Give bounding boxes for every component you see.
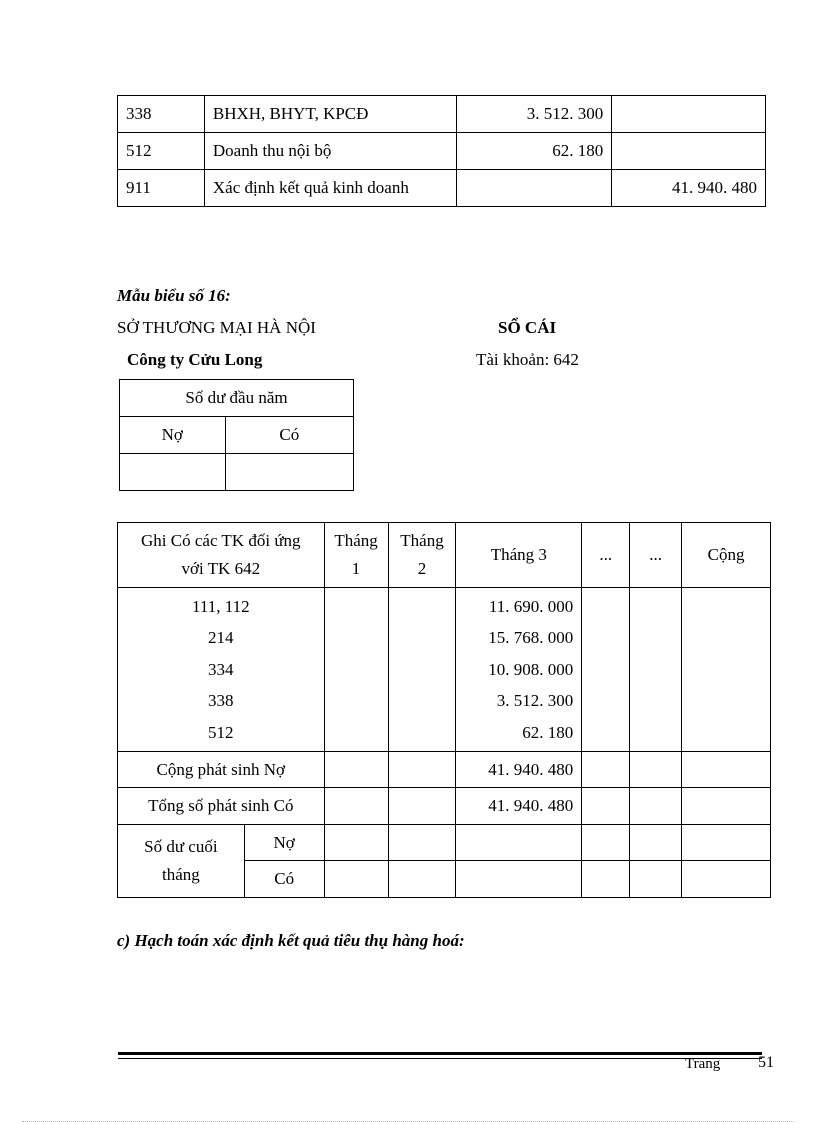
ellipsis-cell-1 [582,825,630,861]
footer-rule-thin [118,1058,762,1059]
page-edge-divider [22,1121,794,1122]
ellipsis-cell-2 [630,825,682,861]
account-summary-table [117,95,766,207]
opening-credit-label: Có [225,417,353,454]
opening-balance-title: Số dư đầu năm [120,380,354,417]
total-cell [682,588,771,752]
footer-rule-thick [118,1052,762,1055]
total-cell [682,861,771,898]
opening-debit-label: Nợ [120,417,226,454]
total-cell [682,825,771,861]
list-item: 62. 180 [522,722,574,742]
closing-balance-label [118,825,245,898]
list-item: 338 [208,691,234,711]
debit-amount: 3. 512. 300 [457,96,612,133]
closing-label-line2: tháng [161,865,200,884]
month1-header [324,523,388,588]
account-code: 338 [118,96,205,133]
closing-credit-label: Có [244,861,324,898]
contra-account-list [118,588,325,752]
closing-label-line1: Số dư cuối [144,837,218,856]
ellipsis-cell-2 [630,788,682,825]
list-item: 214 [208,628,234,648]
table-row [118,788,771,825]
ellipsis-cell-1 [582,861,630,898]
month1-cell [324,861,388,898]
account-description: BHXH, BHYT, KPCĐ [204,96,457,133]
total-debit-month3: 41. 940. 480 [456,752,582,788]
credit-amount [612,133,766,170]
month3-cell [456,861,582,898]
month2-header-line1: Tháng [400,531,444,550]
list-item: 3. 512. 300 [496,691,574,711]
list-item: 512 [208,722,234,742]
opening-credit-value [225,454,353,491]
month3-amount-list [456,588,582,752]
account-description: Xác định kết quả kinh doanh [204,170,457,207]
credit-amount: 41. 940. 480 [612,170,766,207]
total-debit-label: Cộng phát sinh Nợ [118,752,325,788]
account-code: 512 [118,133,205,170]
department-name: SỞ THƯƠNG MẠI HÀ NỘI [117,318,316,337]
month1-cell [324,825,388,861]
list-item: 11. 690. 000 [488,596,574,616]
ellipsis-header-2: ... [630,523,682,588]
debit-amount: 62. 180 [457,133,612,170]
month2-cell [388,861,456,898]
table-row [118,96,766,133]
total-cell [682,752,771,788]
footer-page-label: Trang [685,1056,721,1072]
ellipsis-cell-1 [582,788,630,825]
month2-cell [388,788,456,825]
account-description: Doanh thu nội bộ [204,133,457,170]
ellipsis-header-1: ... [582,523,630,588]
contra-header-line2: với TK 642 [181,559,261,578]
list-item: 334 [208,659,234,679]
list-item: 15. 768. 000 [488,628,574,648]
credit-amount [612,96,766,133]
table-row [118,170,766,207]
section-heading: c) Hạch toán xác định kết quả tiêu thụ hàng hoá: [117,931,465,950]
list-item: 111, 112 [191,596,250,616]
opening-balance-table [119,379,354,491]
general-ledger-table [117,522,771,898]
ellipsis-cell-2 [630,588,682,752]
month3-cell [456,825,582,861]
month2-cell [388,588,456,752]
month3-header: Tháng 3 [456,523,582,588]
ellipsis-cell-2 [630,861,682,898]
ellipsis-cell-1 [582,752,630,788]
table-row [118,752,771,788]
closing-debit-label: Nợ [244,825,324,861]
month1-cell [324,788,388,825]
month2-cell [388,752,456,788]
month1-cell [324,752,388,788]
header-row [118,523,771,588]
month1-cell [324,588,388,752]
total-credit-label: Tổng số phát sinh Có [118,788,325,825]
contra-account-header [118,523,325,588]
total-credit-month3: 41. 940. 480 [456,788,582,825]
ellipsis-cell-2 [630,752,682,788]
total-header: Cộng [682,523,771,588]
company-name: Công ty Cửu Long [127,350,263,369]
total-cell [682,788,771,825]
table-row [118,133,766,170]
entries-row [118,588,771,752]
month1-header-line2: 1 [351,559,361,578]
month2-header [388,523,456,588]
month2-header-line2: 2 [417,559,427,578]
ledger-title: SỔ CÁI [498,318,557,337]
list-item: 10. 908. 000 [488,659,574,679]
opening-debit-value [120,454,226,491]
table-row [118,825,771,861]
month2-cell [388,825,456,861]
account-code: 911 [118,170,205,207]
account-label: Tài khoản: 642 [476,350,579,369]
debit-amount [457,170,612,207]
form-label: Mẫu biểu số 16: [117,286,231,305]
month1-header-line1: Tháng [334,531,378,550]
page-number: 51 [758,1054,774,1071]
contra-header-line1: Ghi Có các TK đối ứng [141,531,301,550]
ellipsis-cell-1 [582,588,630,752]
